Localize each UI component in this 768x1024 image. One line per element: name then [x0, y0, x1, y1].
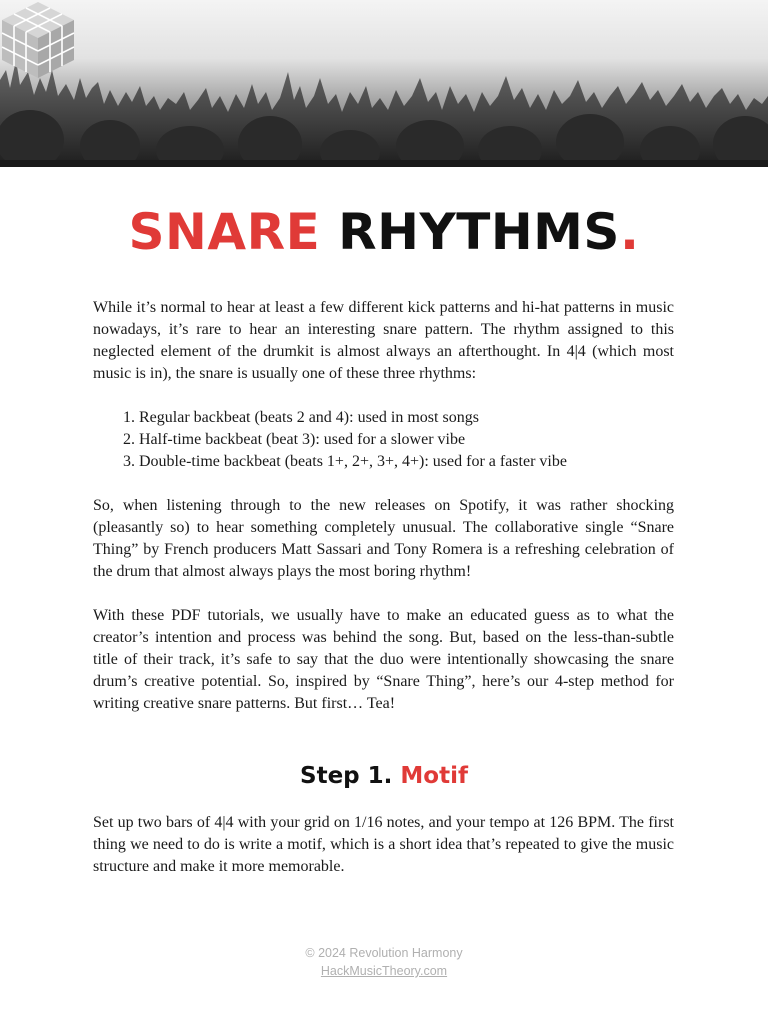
footer — [0, 944, 768, 980]
method-paragraph: With these PDF tutorials, we usually have to make an educated guess as to what the creator’s intention and process was behind the song. But, based on the less-than-subtle title of their track, it’s safe to say that the duo were intentionally showcasing the snare drum’s creative potential. So, inspired by “Snare Thing”, here’s our 4-step method for writing creative snare patterns. But first… Tea! — [93, 607, 674, 712]
list-item: 3. Double-time backbeat (beats 1+, 2+, 3+, 4+): used for a faster vibe — [139, 451, 674, 473]
list-item: 2. Half-time backbeat (beat 3): used for a slower vibe — [139, 429, 674, 451]
cube-logo-icon — [0, 0, 76, 80]
page-title — [0, 200, 768, 264]
title-dot: . — [619, 203, 640, 261]
website-link[interactable]: HackMusicTheory.com — [320, 964, 448, 978]
title-word-snare: SNARE — [128, 203, 321, 261]
title-word-rhythms: RHYTHMS — [338, 203, 620, 261]
step-name: Motif — [400, 763, 468, 789]
list-item: 1. Regular backbeat (beats 2 and 4): used in most songs — [139, 407, 674, 429]
copyright-text: © 2024 Revolution Harmony — [305, 946, 463, 960]
step-1-heading — [0, 758, 768, 794]
snare-rhythm-list — [93, 407, 674, 473]
spotify-paragraph: So, when listening through to the new releases on Spotify, it was rather shocking (pleasantly so) to hear something completely unusual. The collaborative single “Snare Thing” by French producers Matt Sassari and Tony Romera is a refreshing celebration of the drum that almost always plays the most boring rhythm! — [93, 497, 674, 580]
concert-crowd-hands-photo — [0, 0, 768, 167]
intro-paragraph: While it’s normal to hear at least a few different kick patterns and hi-hat patterns in music nowadays, it’s rare to hear an interesting snare pattern. The rhythm assigned to this neglected element of the drumkit is almost always an afterthought. In 4|4 (which most music is in), the snare is usually one of these three rhythms: — [93, 299, 674, 382]
step-label: Step 1. — [300, 763, 393, 789]
step-1-paragraph: Set up two bars of 4|4 with your grid on 1/16 notes, and your tempo at 126 BPM. The first thing we need to do is write a motif, which is a short idea that’s repeated to give the music structure and make it more memorable. — [93, 814, 674, 875]
intro-section — [93, 297, 674, 715]
header-banner — [0, 0, 768, 167]
